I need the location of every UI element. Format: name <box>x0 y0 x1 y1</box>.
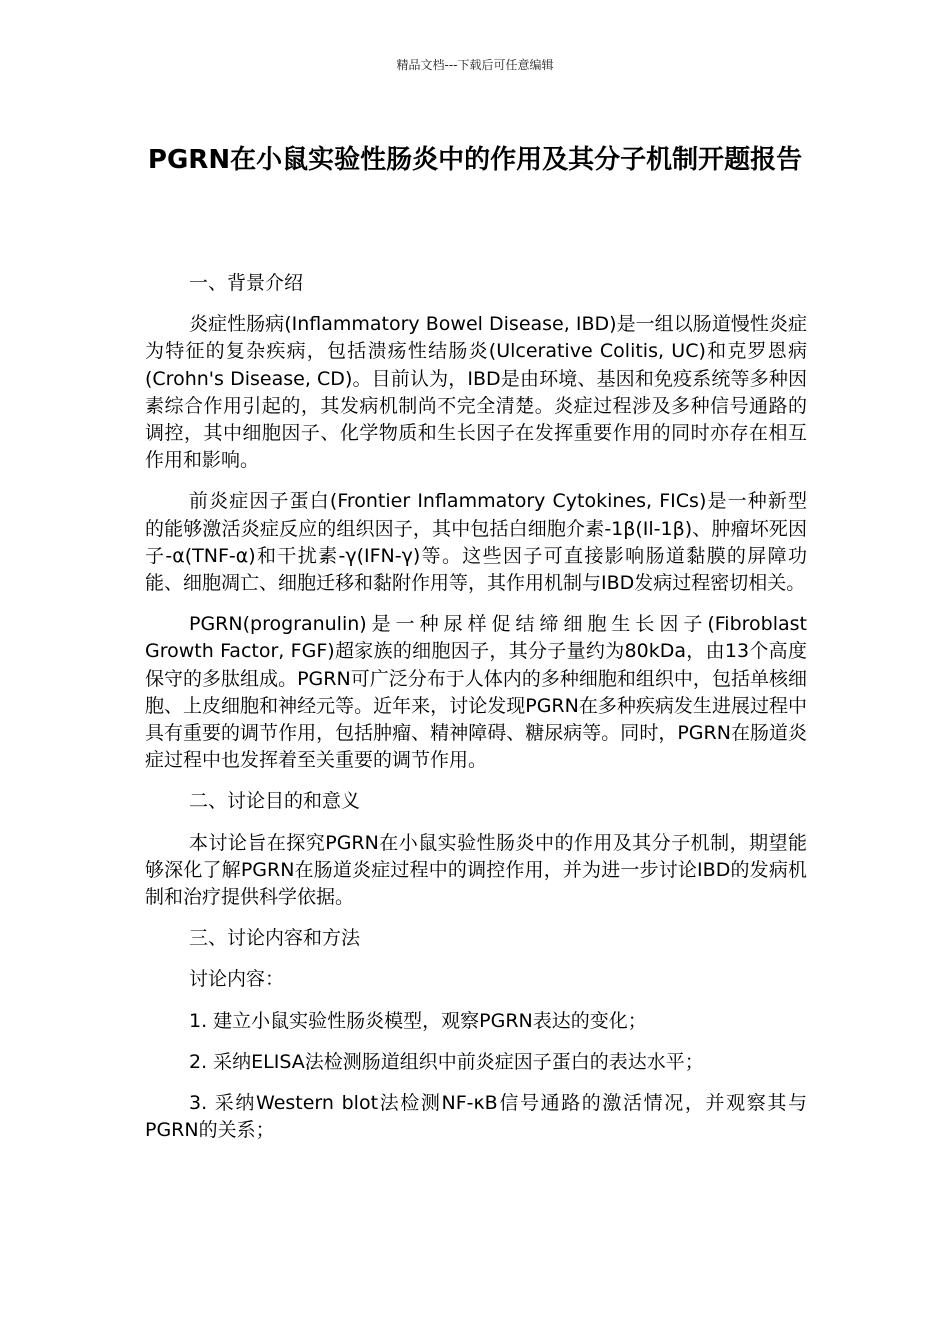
document-body <box>145 270 807 1158</box>
section-heading-purpose: 二、讨论目的和意义 <box>189 790 361 813</box>
paragraph-purpose: 本讨论旨在探究PGRN在小鼠实验性肠炎中的作用及其分子机制，期望能够深化了解PGRN在肠道炎症过程中的调控作用，并为进一步讨论IBD的发病机制和治疗提供科学依据。 <box>145 831 807 909</box>
document-title: PGRN在小鼠实验性肠炎中的作用及其分子机制开题报告 <box>147 145 803 175</box>
list-item-western-blot: 3. 采纳Western blot法检测NF-κB信号通路的激活情况，并观察其与PGRN的关系； <box>145 1092 807 1142</box>
section-heading-methods: 三、讨论内容和方法 <box>189 927 361 950</box>
list-item-model: 1. 建立小鼠实验性肠炎模型，观察PGRN表达的变化； <box>189 1009 647 1032</box>
paragraph-ibd-intro: 炎症性肠病(Inflammatory Bowel Disease, IBD)是一组以肠道慢性炎症为特征的复杂疾病，包括溃疡性结肠炎(Ulcerative Colitis, UC)和克罗恩病(Crohn's Disease, CD)。目前认为，IBD是由环境、基因和免疫系统等多种因素综合作用引起的，其发病机制尚不完全清楚。炎症过程涉及多种信号通路的调控，其中细胞因子、化学物质和生长因子在发挥重要作用的同时亦存在相互作用和影响。 <box>145 313 807 472</box>
page-header-watermark: 精品文档---下载后可任意编辑 <box>396 58 554 72</box>
methods-content-label: 讨论内容： <box>189 968 285 991</box>
section-heading-background: 一、背景介绍 <box>189 272 304 294</box>
list-item-elisa: 2. 采纳ELISA法检测肠道组织中前炎症因子蛋白的表达水平； <box>189 1050 704 1073</box>
paragraph-pgrn: PGRN(progranulin)是一种尿样促结缔细胞生长因子(Fibroblast Growth Factor, FGF)超家族的细胞因子，其分子量约为80kDa，由13个高度保守的多肽组成。PGRN可广泛分布于人体内的多种细胞和组织中，包括单核细胞、上皮细胞和神经元等。近年来，讨论发现PGRN在多种疾病发生进展过程中具有重要的调节作用，包括肿瘤、精神障碍、糖尿病等。同时，PGRN在肠道炎症过程中也发挥着至关重要的调节作用。 <box>145 613 807 772</box>
paragraph-fics: 前炎症因子蛋白(Frontier Inflammatory Cytokines, FICs)是一种新型的能够激活炎症反应的组织因子，其中包括白细胞介素-1β(Il-1β)、肿瘤坏死因子-α(TNF-α)和干扰素-γ(IFN-γ)等。这些因子可直接影响肠道黏膜的屏障功能、细胞凋亡、细胞迁移和黏附作用等，其作用机制与IBD发病过程密切相关。 <box>145 490 807 595</box>
